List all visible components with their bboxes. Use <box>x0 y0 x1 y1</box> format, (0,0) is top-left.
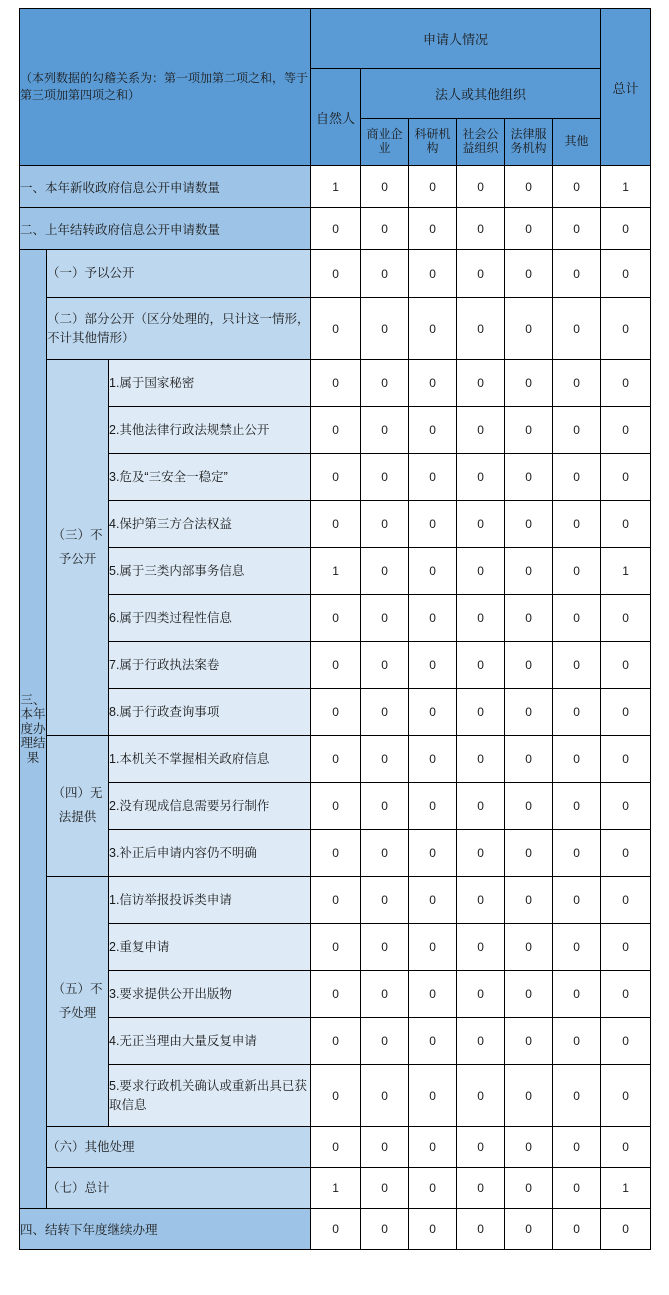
cell: 0 <box>601 360 651 407</box>
row-label-3-6: （六）其他处理 <box>47 1127 311 1168</box>
cell: 0 <box>409 1065 457 1127</box>
cell: 0 <box>409 208 457 250</box>
cell: 0 <box>457 1127 505 1168</box>
header-row-1 <box>20 9 651 69</box>
table-row <box>20 407 651 454</box>
row-label-3-1: （一）予以公开 <box>47 250 311 298</box>
cell: 0 <box>601 689 651 736</box>
cell: 0 <box>457 298 505 360</box>
cell: 0 <box>457 1018 505 1065</box>
cell: 0 <box>553 971 601 1018</box>
cell: 0 <box>311 1018 361 1065</box>
cell: 0 <box>409 595 457 642</box>
table-row <box>20 1168 651 1209</box>
cell: 0 <box>311 689 361 736</box>
cell: 0 <box>361 877 409 924</box>
cell: 0 <box>505 548 553 595</box>
cell: 0 <box>311 298 361 360</box>
cell: 0 <box>553 548 601 595</box>
cell: 0 <box>361 642 409 689</box>
group-label-3-3: （三）不予公开 <box>47 360 109 736</box>
cell: 0 <box>311 971 361 1018</box>
cell: 0 <box>361 971 409 1018</box>
cell: 0 <box>457 1065 505 1127</box>
cell: 0 <box>601 971 651 1018</box>
cell: 0 <box>409 642 457 689</box>
cell: 0 <box>311 250 361 298</box>
cell: 0 <box>553 1018 601 1065</box>
cell: 0 <box>311 1127 361 1168</box>
cell: 0 <box>505 924 553 971</box>
table-row <box>20 501 651 548</box>
header-col-commercial: 商业企业 <box>361 119 409 166</box>
cell: 0 <box>409 548 457 595</box>
row-label-3-4-1: 1.本机关不掌握相关政府信息 <box>109 736 311 783</box>
cell: 0 <box>361 924 409 971</box>
header-col-research: 科研机构 <box>409 119 457 166</box>
table-row <box>20 689 651 736</box>
table-row <box>20 830 651 877</box>
cell: 0 <box>361 595 409 642</box>
row-label-3-7: （七）总计 <box>47 1168 311 1209</box>
cell: 0 <box>553 166 601 208</box>
cell: 0 <box>311 783 361 830</box>
cell: 0 <box>409 298 457 360</box>
cell: 0 <box>409 736 457 783</box>
cell: 0 <box>311 454 361 501</box>
cell: 0 <box>457 830 505 877</box>
cell: 0 <box>409 1209 457 1250</box>
cell: 0 <box>505 971 553 1018</box>
cell: 0 <box>311 830 361 877</box>
cell: 0 <box>505 208 553 250</box>
cell: 0 <box>457 501 505 548</box>
cell: 0 <box>553 877 601 924</box>
cell: 0 <box>601 1065 651 1127</box>
row-label-3-3-2: 2.其他法律行政法规禁止公开 <box>109 407 311 454</box>
cell: 0 <box>457 1209 505 1250</box>
cell: 0 <box>457 360 505 407</box>
cell: 0 <box>601 454 651 501</box>
cell: 0 <box>553 1168 601 1209</box>
cell: 0 <box>361 1168 409 1209</box>
cell: 0 <box>361 783 409 830</box>
cell: 0 <box>361 1018 409 1065</box>
row-label-3-3-1: 1.属于国家秘密 <box>109 360 311 407</box>
header-col-legal-service: 法律服务机构 <box>505 119 553 166</box>
cell: 0 <box>361 407 409 454</box>
cell: 1 <box>601 548 651 595</box>
cell: 0 <box>409 454 457 501</box>
cell: 0 <box>361 689 409 736</box>
cell: 0 <box>553 208 601 250</box>
table-row <box>20 642 651 689</box>
row-label-3-3-7: 7.属于行政执法案卷 <box>109 642 311 689</box>
cell: 0 <box>409 877 457 924</box>
cell: 0 <box>361 1065 409 1127</box>
cell: 0 <box>457 166 505 208</box>
cell: 0 <box>311 642 361 689</box>
cell: 0 <box>553 689 601 736</box>
cell: 0 <box>601 595 651 642</box>
row-label-3-5-4: 4.无正当理由大量反复申请 <box>109 1018 311 1065</box>
cell: 0 <box>457 548 505 595</box>
header-total: 总计 <box>601 9 651 166</box>
table-row <box>20 1209 651 1250</box>
cell: 0 <box>553 595 601 642</box>
cell: 0 <box>409 1018 457 1065</box>
table-row <box>20 783 651 830</box>
cell: 0 <box>361 501 409 548</box>
table-row <box>20 360 651 407</box>
cell: 0 <box>601 1209 651 1250</box>
cell: 0 <box>409 166 457 208</box>
cell: 0 <box>601 298 651 360</box>
row-label-3-3-6: 6.属于四类过程性信息 <box>109 595 311 642</box>
cell: 0 <box>361 1127 409 1168</box>
row-label-3-5-1: 1.信访举报投诉类申请 <box>109 877 311 924</box>
table-row <box>20 877 651 924</box>
cell: 0 <box>457 971 505 1018</box>
cell: 0 <box>553 1065 601 1127</box>
cell: 0 <box>457 454 505 501</box>
cell: 0 <box>457 208 505 250</box>
cell: 0 <box>505 689 553 736</box>
cell: 0 <box>601 1018 651 1065</box>
cell: 0 <box>361 454 409 501</box>
cell: 0 <box>457 642 505 689</box>
cell: 0 <box>311 736 361 783</box>
cell: 0 <box>505 736 553 783</box>
row-label-3-3-8: 8.属于行政查询事项 <box>109 689 311 736</box>
header-col-other: 其他 <box>553 119 601 166</box>
cell: 0 <box>505 454 553 501</box>
cell: 0 <box>553 250 601 298</box>
cell: 0 <box>457 595 505 642</box>
row-label-3-5-2: 2.重复申请 <box>109 924 311 971</box>
cell: 0 <box>505 1065 553 1127</box>
cell: 0 <box>311 501 361 548</box>
section-label-3: 三、本年度办理结果 <box>20 250 47 1209</box>
row-label-3-5-3: 3.要求提供公开出版物 <box>109 971 311 1018</box>
table-row <box>20 736 651 783</box>
cell: 0 <box>601 924 651 971</box>
cell: 0 <box>457 689 505 736</box>
table-row <box>20 208 651 250</box>
group-label-3-4: （四）无法提供 <box>47 736 109 877</box>
cell: 0 <box>505 830 553 877</box>
row-label-3-4-2: 2.没有现成信息需要另行制作 <box>109 783 311 830</box>
cell: 0 <box>361 360 409 407</box>
cell: 0 <box>505 1168 553 1209</box>
cell: 0 <box>601 877 651 924</box>
cell: 0 <box>601 501 651 548</box>
cell: 0 <box>311 208 361 250</box>
table-row <box>20 454 651 501</box>
cell: 0 <box>457 407 505 454</box>
cell: 0 <box>505 1018 553 1065</box>
cell: 0 <box>409 971 457 1018</box>
cell: 0 <box>409 501 457 548</box>
cell: 0 <box>553 783 601 830</box>
cell: 0 <box>409 1168 457 1209</box>
table-row <box>20 548 651 595</box>
cell: 0 <box>409 250 457 298</box>
header-natural-person: 自然人 <box>311 69 361 166</box>
cell: 0 <box>409 407 457 454</box>
cell: 0 <box>311 360 361 407</box>
cell: 0 <box>311 1065 361 1127</box>
row-label-2: 二、上年结转政府信息公开申请数量 <box>20 208 311 250</box>
cell: 0 <box>553 830 601 877</box>
cross-check-note: （本列数据的勾稽关系为：第一项加第二项之和，等于第三项加第四项之和） <box>20 9 311 166</box>
cell: 0 <box>361 1209 409 1250</box>
row-label-3-2: （二）部分公开（区分处理的，只计这一情形，不计其他情形） <box>47 298 311 360</box>
cell: 0 <box>553 360 601 407</box>
cell: 0 <box>505 877 553 924</box>
cell: 0 <box>553 407 601 454</box>
cell: 0 <box>601 1127 651 1168</box>
table-row <box>20 298 651 360</box>
cell: 0 <box>505 407 553 454</box>
cell: 0 <box>361 250 409 298</box>
group-label-3-5: （五）不予处理 <box>47 877 109 1127</box>
cell: 0 <box>601 736 651 783</box>
table-row <box>20 924 651 971</box>
cell: 0 <box>505 783 553 830</box>
cell: 1 <box>311 166 361 208</box>
cell: 0 <box>409 783 457 830</box>
row-label-3-3-3: 3.危及“三安全一稳定” <box>109 454 311 501</box>
cell: 0 <box>409 830 457 877</box>
cell: 0 <box>361 208 409 250</box>
header-applicant-group: 申请人情况 <box>311 9 601 69</box>
cell: 0 <box>311 1209 361 1250</box>
row-label-3-3-5: 5.属于三类内部事务信息 <box>109 548 311 595</box>
cell: 0 <box>553 924 601 971</box>
cell: 0 <box>601 208 651 250</box>
cell: 0 <box>553 1127 601 1168</box>
cell: 0 <box>311 877 361 924</box>
cell: 0 <box>457 1168 505 1209</box>
cell: 0 <box>553 298 601 360</box>
cell: 0 <box>457 877 505 924</box>
cell: 0 <box>311 924 361 971</box>
cell: 0 <box>409 360 457 407</box>
table-row <box>20 250 651 298</box>
cell: 0 <box>601 830 651 877</box>
cell: 0 <box>601 642 651 689</box>
row-label-4: 四、结转下年度继续办理 <box>20 1209 311 1250</box>
cell: 1 <box>311 548 361 595</box>
cell: 0 <box>505 166 553 208</box>
government-info-disclosure-table <box>19 8 651 1250</box>
cell: 0 <box>361 736 409 783</box>
cell: 0 <box>505 360 553 407</box>
cell: 0 <box>409 924 457 971</box>
header-col-public-welfare: 社会公益组织 <box>457 119 505 166</box>
cell: 0 <box>601 783 651 830</box>
cell: 1 <box>311 1168 361 1209</box>
cell: 0 <box>505 298 553 360</box>
cell: 0 <box>457 783 505 830</box>
cell: 0 <box>505 642 553 689</box>
cell: 0 <box>505 501 553 548</box>
cell: 0 <box>361 298 409 360</box>
cell: 0 <box>457 924 505 971</box>
cell: 0 <box>505 250 553 298</box>
cell: 0 <box>457 736 505 783</box>
cell: 0 <box>361 166 409 208</box>
cell: 0 <box>505 1127 553 1168</box>
cell: 0 <box>505 595 553 642</box>
table-row <box>20 1127 651 1168</box>
cell: 0 <box>311 595 361 642</box>
cell: 0 <box>553 642 601 689</box>
row-label-3-3-4: 4.保护第三方合法权益 <box>109 501 311 548</box>
cell: 0 <box>553 1209 601 1250</box>
table-row <box>20 166 651 208</box>
row-label-3-5-5: 5.要求行政机关确认或重新出具已获取信息 <box>109 1065 311 1127</box>
row-label-3-4-3: 3.补正后申请内容仍不明确 <box>109 830 311 877</box>
cell: 0 <box>553 736 601 783</box>
cell: 0 <box>553 501 601 548</box>
cell: 1 <box>601 166 651 208</box>
table-row <box>20 1018 651 1065</box>
cell: 0 <box>409 1127 457 1168</box>
cell: 0 <box>311 407 361 454</box>
cell: 0 <box>505 1209 553 1250</box>
cell: 0 <box>361 548 409 595</box>
table-row <box>20 971 651 1018</box>
cell: 0 <box>601 407 651 454</box>
cell: 1 <box>601 1168 651 1209</box>
cell: 0 <box>409 689 457 736</box>
row-label-1: 一、本年新收政府信息公开申请数量 <box>20 166 311 208</box>
header-legal-entity-group: 法人或其他组织 <box>361 69 601 119</box>
cell: 0 <box>361 830 409 877</box>
table-row <box>20 595 651 642</box>
table-row <box>20 1065 651 1127</box>
cell: 0 <box>553 454 601 501</box>
cell: 0 <box>457 250 505 298</box>
cell: 0 <box>601 250 651 298</box>
